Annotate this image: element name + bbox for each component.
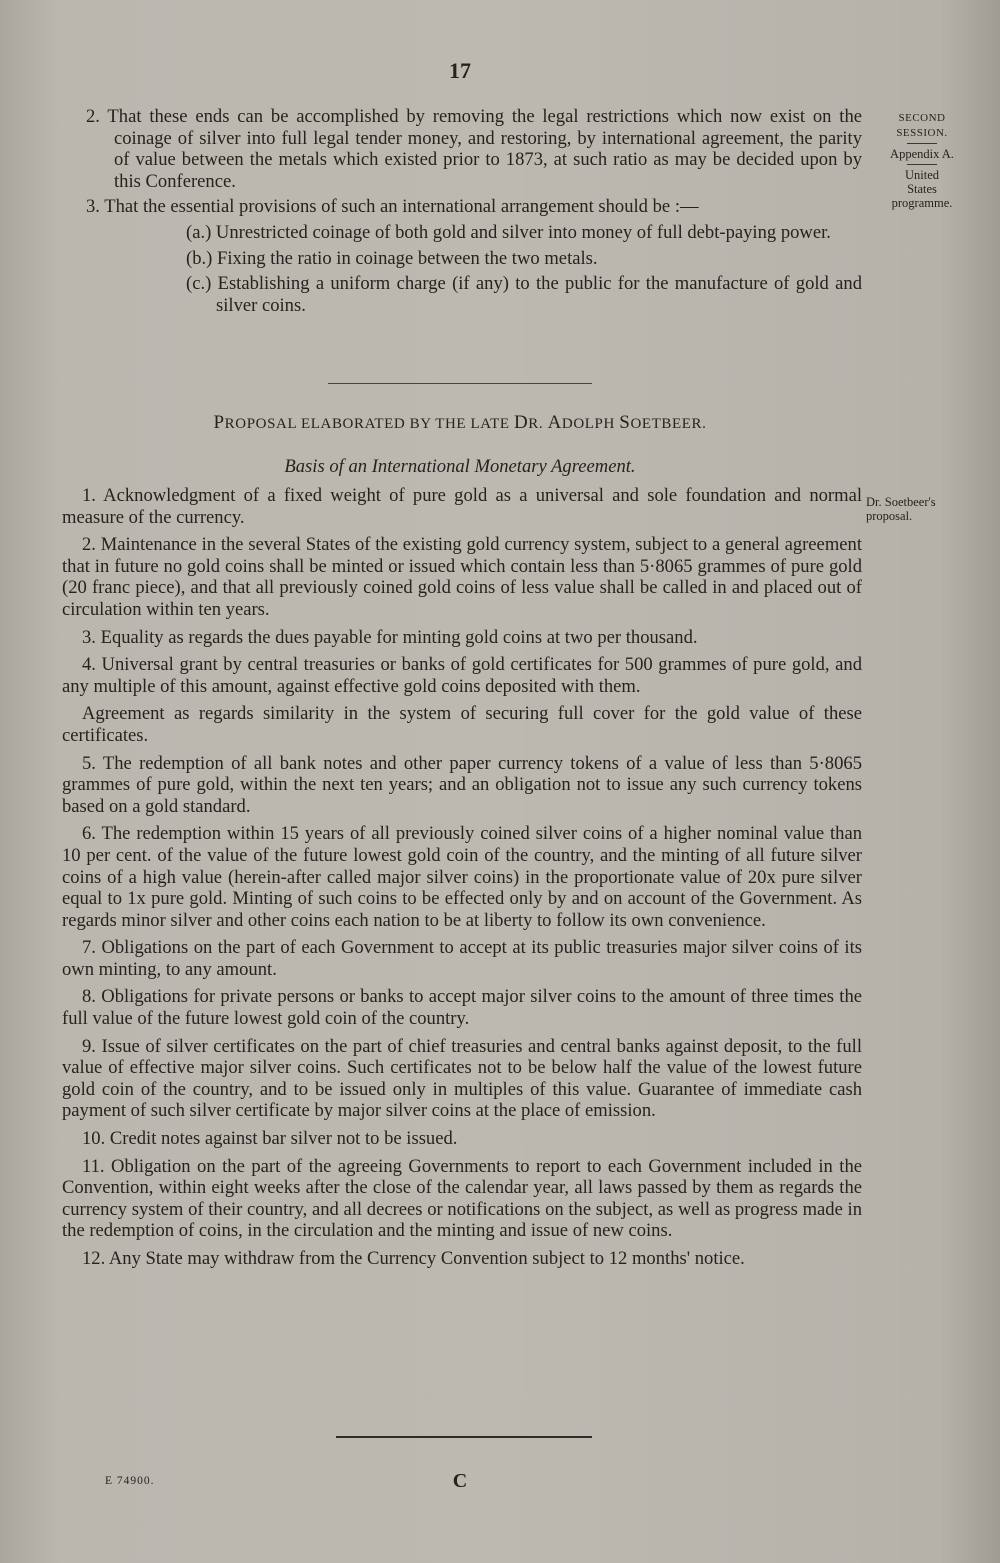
paragraph: 5. The redemption of all bank notes and other paper currency tokens of a value of less than 5·8065 grammes of pure gold, within the next ten years; and an obligation not to issue any such currency tokens based on a gold standard.: [62, 752, 862, 817]
page-number: 17: [449, 58, 471, 83]
print-code: E 74900.: [105, 1475, 155, 1487]
signature-mark: C: [452, 1470, 468, 1492]
heading-text: OETBEER.: [630, 416, 707, 432]
heading-text: ROPOSAL ELABORATED BY THE LATE: [224, 416, 514, 432]
section-heading: [0, 412, 920, 434]
paragraph: 10. Credit notes against bar silver not to be issued.: [82, 1128, 458, 1150]
paragraph: 2. Maintenance in the several States of the existing gold currency system, subject to a general agreement that in future no gold coins shall be minted or issued which contain less than 5·8065 grammes of pure gold (20 franc piece), and that all previously coined gold coins of less value shall be called in and placed out of circulation within ten years.: [62, 534, 862, 620]
section-divider: [328, 383, 592, 384]
heading-text: P: [213, 412, 225, 433]
heading-text: D: [513, 412, 529, 433]
margin-note-soetbeer: Dr. Soetbeer's proposal.: [866, 495, 936, 523]
margin-appendix: Appendix A.: [890, 147, 954, 161]
sub-item: (c.) Establishing a uniform charge (if any) to the public for the manufacture of gold and silver coins.: [186, 273, 862, 316]
heading-text: DOLPH: [561, 416, 620, 432]
margin-divider: [907, 143, 937, 144]
paragraph: 6. The redemption within 15 years of all previously coined silver coins of a higher nominal value than 10 per cent. of the value of the future lowest gold coin of the country, and the minting of all future silver coins of a high value (herein-after called major silver coins) in the proportionate value of 20x pure silver equal to 1x pure gold. Minting of such coins to be effected only by and on account of the Government. As regards minor silver and other coins each nation to be at liberty to follow its own convenience.: [62, 823, 862, 931]
sub-item: (a.) Unrestricted coinage of both gold and silver into money of full debt-paying power.: [186, 221, 831, 243]
end-rule: [336, 1436, 592, 1438]
soetbeer-proposal-section: [62, 485, 862, 1276]
paragraph: 9. Issue of silver certificates on the part of chief treasuries and central banks against deposit, to the full value of effective major silver coins. Such certificates not to be below half the value of the lowest future gold coin of the country, and to be issued only in multiples of this value. Guarantee of immediate cash payment of such silver certificate by major silver coins at the place of emission.: [62, 1035, 862, 1122]
margin-second: SECOND: [898, 112, 946, 124]
paragraph: 12. Any State may withdraw from the Currency Convention subject to 12 months' notice.: [82, 1248, 745, 1269]
heading-text: A: [547, 412, 562, 433]
margin-session: SESSION.: [896, 127, 948, 139]
paragraph: 11. Obligation on the part of the agreeing Governments to report to each Government included in the Convention, within eight weeks after the close of the calendar year, all laws passed by them as regards the currency system of their country, and all decrees or notifications on the subject, as well as progress made in the redemption of coins, in the circulation and the minting and issue of new coins.: [62, 1155, 862, 1242]
paragraph: 2. That these ends can be accomplished by removing the legal restrictions which now exist on the coinage of silver into full legal tender money, and restoring, by international agreement, the parity of value between the metals which existed prior to 1873, at such ratio as may be decided upon by this Conference.: [86, 106, 862, 192]
paragraph: 8. Obligations for private persons or banks to accept major silver coins to the amount of three times the full value of the future lowest gold coin of the country.: [62, 986, 862, 1030]
paragraph: 7. Obligations on the part of each Government to accept at its public treasuries major silver coins of its own minting, to any amount.: [62, 937, 862, 980]
paragraph: Agreement as regards similarity in the system of securing full cover for the gold value of these certificates.: [62, 703, 862, 746]
us-programme-section: [62, 106, 862, 320]
paragraph: 4. Universal grant by central treasuries or banks of gold certificates for 500 grammes of pure gold, and any multiple of this amount, against effective gold coins deposited with them.: [62, 654, 862, 697]
margin-divider: [907, 164, 937, 165]
paragraph: 3. That the essential provisions of such an international arrangement should be :—: [86, 196, 699, 218]
paragraph: 1. Acknowledgment of a fixed weight of pure gold as a universal and sole foundation and normal measure of the currency.: [62, 485, 862, 528]
paragraph: 3. Equality as regards the dues payable for minting gold coins at two per thousand.: [82, 626, 698, 648]
sub-item: (b.) Fixing the ratio in coinage between the two metals.: [186, 247, 598, 269]
margin-note-session: [868, 110, 976, 210]
section-subheading: Basis of an International Monetary Agreement.: [284, 456, 636, 477]
heading-text: R.: [528, 416, 548, 432]
heading-text: S: [619, 412, 631, 433]
margin-united-states: United States programme.: [891, 168, 953, 210]
